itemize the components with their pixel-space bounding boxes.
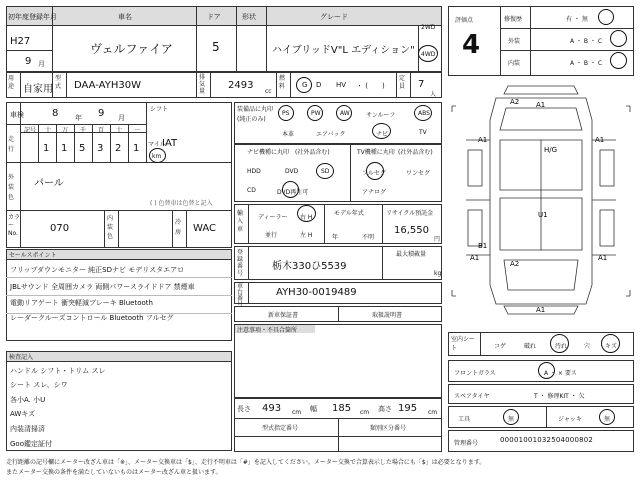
- model-year-label: モデル年式: [334, 210, 364, 217]
- fuel-hv: HV: [336, 81, 347, 89]
- mileage-unit: km: [152, 153, 162, 160]
- windshield-label: フロントガラス: [454, 370, 496, 377]
- inspector-line: AWキズ: [10, 410, 36, 418]
- diag-a1-left: A1: [478, 136, 488, 144]
- displacement-value: 2493: [228, 80, 254, 91]
- displacement-label: 排気量: [199, 74, 206, 95]
- model-value: DAA-AYH30W: [74, 80, 141, 91]
- tools-none-circle: [503, 409, 519, 425]
- use-label: 用途: [8, 75, 15, 90]
- sheet-stain-circle: [550, 334, 569, 353]
- capacity-label: 定員: [399, 75, 406, 90]
- interior-color-label: 内装色: [107, 215, 114, 240]
- interior-grade-label: 内装: [508, 60, 521, 67]
- drive-4wd: 4WD: [421, 51, 436, 58]
- tools-label: 工具: [458, 416, 471, 423]
- type-no-label: 型式指定番号: [262, 425, 299, 432]
- width-value: 185: [332, 403, 352, 414]
- grade-label: グレード: [320, 13, 348, 21]
- footer-line-1: 走行距離の記号欄にメーター改ざん車は「※」、メーター交換車は「$」、走行不明車は「#」を記入してください。メーター交換で合算表示した場合にも「$」は必要となります。: [6, 459, 486, 466]
- color-no-label: カラーNo.: [8, 214, 21, 237]
- model-year-unknown: 不明: [362, 234, 375, 241]
- jack-none-circle: [599, 409, 615, 425]
- mileage-digit: 3: [97, 143, 104, 154]
- exterior-label: 外装色: [8, 174, 15, 201]
- shift-label: シフト: [150, 106, 169, 113]
- door-label: ドア: [207, 13, 221, 21]
- inspection-month: 9: [98, 108, 105, 119]
- new-warranty-label: 新車保証書: [268, 312, 299, 319]
- equip-abs-circle: [414, 105, 432, 121]
- sales-point-line: 電動リアゲート 衝突軽減ブレーキ Bluetooth: [10, 299, 153, 307]
- handle-right: 右 H: [300, 214, 313, 221]
- exterior-grade-label: 外装: [508, 38, 521, 45]
- sheet-scratch-circle: [601, 334, 620, 353]
- sales-point-line: フリップダウンモニター 純正SDナビ モデリスタエアロ: [10, 266, 185, 274]
- exterior-note: ( ) 色替車は色替と記入: [150, 200, 213, 207]
- tv-label: TV機種に丸印: [357, 149, 395, 156]
- notes-box: [234, 324, 442, 398]
- sales-point-line: レーダークルーズコントロール Bluetooth フルセグ: [10, 314, 174, 322]
- first-reg-month: 9: [25, 56, 32, 67]
- car-diagram: [448, 80, 634, 320]
- fuel-g-circle: [296, 77, 312, 93]
- color-no-value: 070: [50, 223, 70, 234]
- use-value: 自家用: [23, 84, 53, 95]
- diag-a1-top: A1: [536, 101, 546, 109]
- mileage-digit: 1: [61, 143, 68, 154]
- import-label: 輸入車: [237, 210, 244, 233]
- manual-label: 取扱説明書: [372, 312, 403, 319]
- inspection-year: 8: [52, 108, 59, 119]
- header-bg: [7, 7, 441, 25]
- fuel-g: G: [302, 81, 308, 89]
- diag-hg: H/G: [544, 146, 558, 154]
- drive-2wd: 2WD: [421, 24, 436, 31]
- diag-b1: B1: [478, 242, 488, 250]
- registration-label: 登録番号: [237, 249, 244, 277]
- first-reg-year: H27: [10, 36, 31, 47]
- chassis-label: 車台番号: [237, 283, 244, 308]
- notes-label: 注意事項・不具合箇所: [237, 327, 298, 334]
- repair-options: 有 ・ 無: [566, 16, 588, 23]
- equipment-sublabel: (純正のみ): [237, 116, 266, 123]
- mileage-digit: 5: [79, 143, 86, 154]
- displacement-unit: cc: [265, 88, 272, 95]
- car-name-value: ヴェルファイア: [90, 42, 173, 56]
- diag-u1: U1: [538, 211, 548, 219]
- navi-sd-circle: [316, 163, 334, 179]
- navi-label: ナビ機種に丸印: [247, 149, 290, 156]
- shift-value: IAT: [162, 138, 178, 149]
- equipment-label: 装備品に丸印: [237, 106, 274, 113]
- score-value: 4: [462, 30, 481, 60]
- interior-sheet-label: 室内シート: [451, 336, 476, 352]
- inspector-label: 検査記入: [9, 354, 34, 361]
- ac-label: 冷房: [175, 219, 182, 236]
- width-label: 幅: [310, 405, 317, 413]
- management-label: 管理番号: [454, 440, 479, 447]
- windshield-options: A ・ × 要ス: [544, 370, 577, 377]
- max-load-unit: kg: [434, 270, 442, 277]
- inspection-month-unit: 月: [118, 114, 125, 122]
- fuel-label: 燃料: [279, 75, 286, 90]
- tv-fullseg-circle: [366, 162, 384, 180]
- grade-value: ハイブリッドV"L エディション": [272, 45, 415, 56]
- mileage-unit-label: マイル: [148, 141, 166, 148]
- mileage-unit-circle: [149, 148, 166, 163]
- navi-sublabel: (社外品含む): [295, 149, 330, 156]
- handle-right-circle: [297, 205, 316, 222]
- inspection-label: 車検: [10, 111, 24, 119]
- equip-navi-circle: [372, 123, 391, 139]
- interior-grade-options: A ・ B ・ C: [570, 60, 603, 67]
- import-parallel: 並行: [265, 232, 278, 239]
- length-value: 493: [262, 403, 282, 414]
- diag-a1-bottom-left: A1: [470, 254, 480, 262]
- repair-none-circle: [598, 9, 614, 25]
- equip-pw-circle: [307, 105, 323, 121]
- sales-points-label: セールスポイント: [9, 252, 57, 259]
- mileage-digit: 1: [133, 143, 140, 154]
- diag-a2-top: A2: [510, 98, 520, 106]
- tv-sublabel: (社外品含む): [398, 149, 433, 156]
- fuel-d: D: [316, 81, 322, 89]
- sales-point-line: JBLサウンド 全周囲カメラ 両側パワースライドドア 禁煙車: [10, 283, 195, 291]
- registration-value: 栃木330ひ5539: [272, 261, 347, 272]
- capacity-unit: 人: [430, 91, 437, 98]
- exterior-value: パール: [34, 178, 64, 189]
- ac-value: WAC: [193, 223, 216, 234]
- length-label: 長さ: [237, 405, 251, 413]
- inspector-line: シート スレ、シワ: [10, 381, 68, 389]
- score-label: 評価点: [455, 17, 474, 24]
- inspector-line: 内装清掃済: [10, 425, 45, 433]
- door-value: 5: [212, 40, 220, 54]
- navi-dvd-circle: [282, 181, 299, 198]
- inspection-year-unit: 年: [75, 114, 82, 122]
- class-no-label: 類別区分番号: [370, 425, 407, 432]
- shape-label: 形状: [242, 13, 256, 21]
- windshield-a-circle: [538, 362, 555, 379]
- interior-grade-c-circle: [610, 52, 627, 69]
- height-value: 195: [398, 403, 418, 414]
- model-label: 型式: [55, 75, 62, 90]
- handle-left: 左 H: [300, 232, 313, 239]
- footer-line-2: またメーター交換の条件を満たしていないものはメーター改ざん車と扱います。: [6, 469, 222, 476]
- recycle-label: リサイクル預託金: [386, 210, 434, 217]
- jack-label: ジャッキ: [558, 416, 582, 423]
- drive-4wd-circle: [418, 45, 438, 62]
- model-year-year: 年: [332, 234, 339, 241]
- exterior-grade-c-circle: [610, 30, 627, 47]
- equip-ps-circle: [278, 105, 294, 121]
- jack-value: 無: [604, 416, 611, 423]
- import-dealer: ディーラー: [258, 214, 288, 221]
- mileage-col-label: 記号: [24, 127, 37, 134]
- capacity-value: 7: [418, 79, 425, 90]
- repair-label: 修復歴: [504, 16, 523, 23]
- diag-a1-bottom-right: A1: [598, 254, 608, 262]
- diag-a1-right: A1: [595, 136, 605, 144]
- chassis-value: AYH30-0019489: [276, 287, 357, 298]
- mileage-digit: 1: [43, 143, 50, 154]
- inspector-line: 各小A. 小U: [10, 396, 46, 404]
- car-name-label: 車名: [118, 13, 132, 21]
- diag-a2-bottom: A2: [510, 260, 520, 268]
- first-reg-month-unit: 月: [38, 60, 45, 68]
- spare-label: スペアタイヤ: [454, 393, 490, 400]
- inspector-line: Goo鑑定証付: [10, 440, 52, 448]
- recycle-value: 16,550: [394, 225, 429, 236]
- mileage-digit: 2: [115, 143, 122, 154]
- first-reg-label: 初年度登録年月: [8, 13, 57, 21]
- tools-value: 無: [508, 416, 515, 423]
- equip-aw-circle: [336, 105, 352, 121]
- mileage-label: 走行: [8, 136, 15, 153]
- height-label: 高さ: [378, 405, 392, 413]
- recycle-unit: 円: [434, 236, 441, 243]
- spare-options: T ・ 修理KIT ・ 欠: [534, 393, 585, 400]
- inspector-line: ハンドル シフト・トリム スレ: [10, 367, 106, 375]
- management-value: 00001001032504000802: [500, 436, 594, 444]
- diag-a1-bottom: A1: [536, 306, 546, 314]
- exterior-grade-options: A ・ B ・ C: [570, 38, 603, 45]
- max-load-label: 最大積載量: [396, 251, 427, 258]
